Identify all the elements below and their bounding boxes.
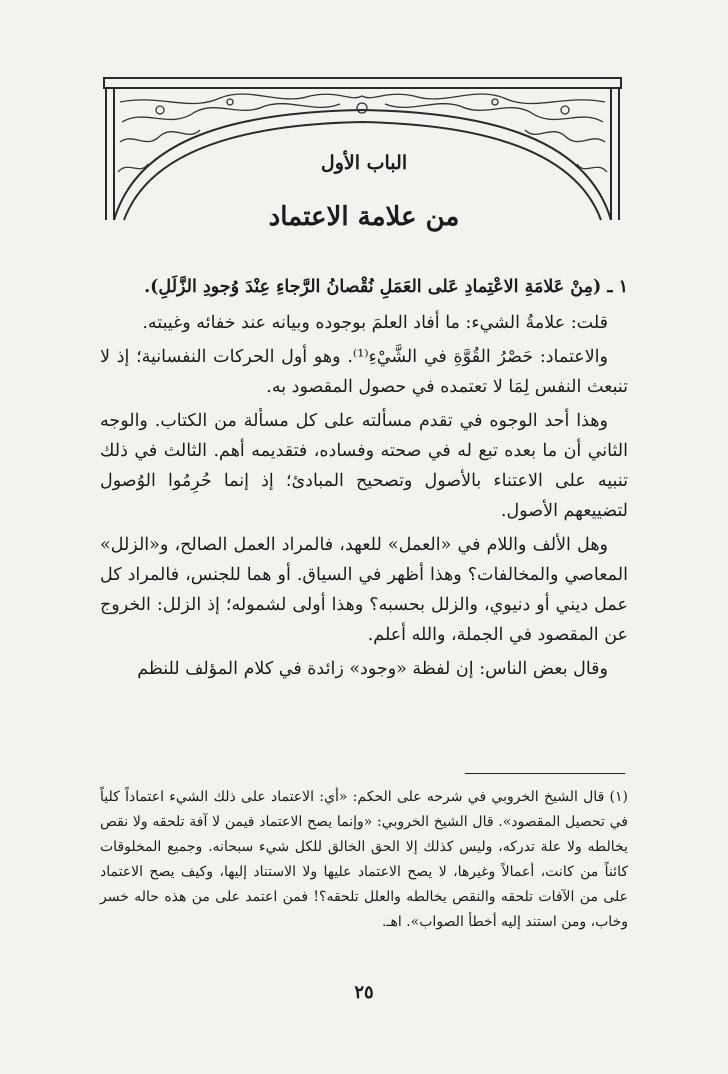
paragraph: والاعتماد: حَصْرُ القُوَّةِ في الشَّيْءِ⁽¹⁾. وهو أول الحركات النفسانية؛ إذ لا تنبعث النفس لِمَا لا تعتمده في حصول المقصود به.: [100, 347, 628, 397]
paragraph: قلت: علامةُ الشيء: ما أفاد العلمَ بوجوده وبيانه عند خفائه وغيبته.: [142, 313, 608, 333]
page-number: ٢٥: [354, 982, 374, 1003]
chapter-label: الباب الأول: [320, 152, 408, 174]
decorative-header-ornament: [100, 72, 625, 222]
footnote: (١) قال الشيخ الخروبي في شرحه على الحكم: «أي: الاعتماد على ذلك الشيء اعتماداً كلياً في تحصيل المقصود». قال الشيخ الخروبي: «وإنما يصح الاعتماد فيمن لا آفة تلحقه ولا نقص يخالطه ولا علة تدركه، وليس كذلك إلا الحق الخالق للكل شيء سبحانه. وجميع المخلوقات كائناً من كانت، أعمالاً وغيرها، لا يصح الاعتماد عليها ولا الاستناد إليها، وكيف يصح الاعتماد على من الآفات تلحقه والنقص يخالطه والعلل تلحقه؟! فمن اعتمد على من هذه حاله خسر وخاب، ومن استند إليه أخطأ الصواب». اهـ.: [100, 789, 628, 930]
paragraph: وقال بعض الناس: إن لفظة «وجود» زائدة في كلام المؤلف للنظم: [137, 659, 608, 679]
main-text: [100, 272, 628, 688]
paragraph: وهذا أحد الوجوه في تقدم مسألته على كل مسألة من الكتاب. والوجه الثاني أن ما بعده تبع له في صحته وفساده، فتقديمه أهم. الثالث في ذلك تنبيه على الاعتناء بالأصول وتصحيح المبادئ؛ إذ إنما حُرِمُوا الوُصول لتضييعهم الأصول.: [100, 411, 628, 521]
section-title: من علامة الاعتماد: [268, 202, 460, 232]
paragraph: وهل الألف واللام في «العمل» للعهد، فالمراد العمل الصالح، و«الزلل» المعاصي والمخالفات؟ وهذا أظهر في السياق. أو هما للجنس، فالمراد كل عمل ديني أو دنيوي، والزلل بحسبه؟ وهذا أولى لشموله؛ إذ الزلل: الخروج عن المقصود في الجملة، والله أعلم.: [100, 535, 628, 645]
numbered-heading-paragraph: ١ ـ (مِنْ عَلامَةِ الاعْتِمادِ عَلى العَمَلِ نُقْصانُ الرَّجاءِ عِنْدَ وُجودِ الزَّلَلِ).: [144, 277, 628, 297]
footnote-divider: [465, 773, 625, 774]
